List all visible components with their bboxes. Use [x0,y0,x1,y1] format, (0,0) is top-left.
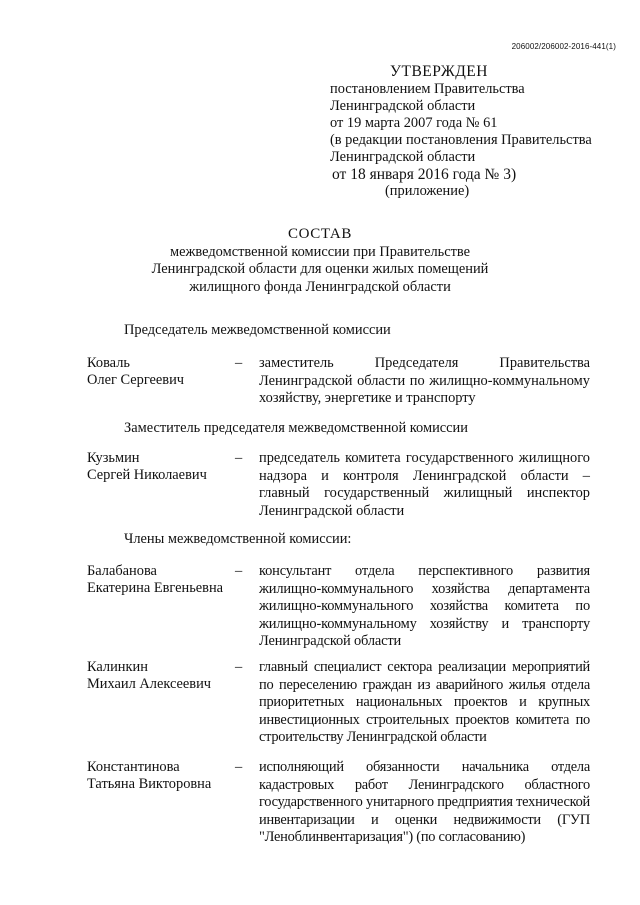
member-surname: Коваль [87,355,130,371]
member-name [87,563,247,597]
approval-line: от 18 января 2016 года № 3) [332,166,517,183]
document-title [60,226,580,296]
member-dash: – [235,659,243,675]
member-given-name: Михаил Алексеевич [87,676,212,693]
member-position: консультант отдела перспективного развития жилищно-коммунального хозяйства департамента жилищно-коммунального хозяйства комитета по жилищно-коммунальному хозяйству и транспорту Ленинградской области [259,563,590,650]
approval-block [330,62,620,200]
approval-line: Ленинградской области [330,149,476,165]
member-name [87,759,247,793]
member-given-name: Екатерина Евгеньевна [87,580,224,597]
document-code: 206002/206002-2016-441(1) [511,42,616,51]
member-given-name: Сергей Николаевич [87,467,207,484]
member-surname: Калинкин [87,659,148,675]
member-given-name: Татьяна Викторовна [87,776,212,793]
title-line: Ленинградской области для оценки жилых помещений [151,261,489,278]
member-position: главный специалист сектора реализации мероприятий по переселению граждан из аварийного жилья отдела приоритетных национальных проектов и крупных инвестиционных строительных проектов комитета по строительству Ленинградской области [259,659,590,746]
title-heading: СОСТАВ [288,226,352,242]
member-position: председатель комитета государственного жилищного надзора и контроля Ленинградской области – главный государственный жилищный инспектор Ленинградской области [259,450,590,519]
title-line: жилищного фонда Ленинградской области [189,278,451,295]
section-deputy: Заместитель председателя межведомственной комиссии [124,420,468,436]
member-dash: – [235,355,243,371]
member-surname: Балабанова [87,563,157,579]
member-dash: – [235,450,243,466]
member-name [87,355,247,389]
member-dash: – [235,759,243,775]
approval-line: Ленинградской области [330,98,476,114]
appendix-label: (приложение) [385,183,470,199]
section-members: Члены межведомственной комиссии: [124,531,352,547]
section-chairman: Председатель межведомственной комиссии [124,322,391,338]
approval-line: (в редакции постановления Правительства [330,132,592,148]
approval-line: постановлением Правительства [330,81,525,97]
member-position: заместитель Председателя Правительства Ленинградской области по жилищно-коммунальному хозяйству, энергетике и транспорту [259,355,590,407]
member-surname: Кузьмин [87,450,140,466]
member-name [87,659,247,693]
member-name [87,450,247,484]
title-line: межведомственной комиссии при Правительстве [170,244,470,261]
approval-heading: УТВЕРЖДЕН [390,63,488,80]
member-surname: Константинова [87,759,180,775]
member-given-name: Олег Сергеевич [87,372,185,389]
member-position: исполняющий обязанности начальника отдела кадастровых работ Ленинградского областного государственного унитарного предприятия технической инвентаризации и оценки недвижимости (ГУП "Леноблинвентаризация") (по согласованию) [259,759,590,846]
member-dash: – [235,563,243,579]
approval-line: от 19 марта 2007 года № 61 [330,115,498,131]
